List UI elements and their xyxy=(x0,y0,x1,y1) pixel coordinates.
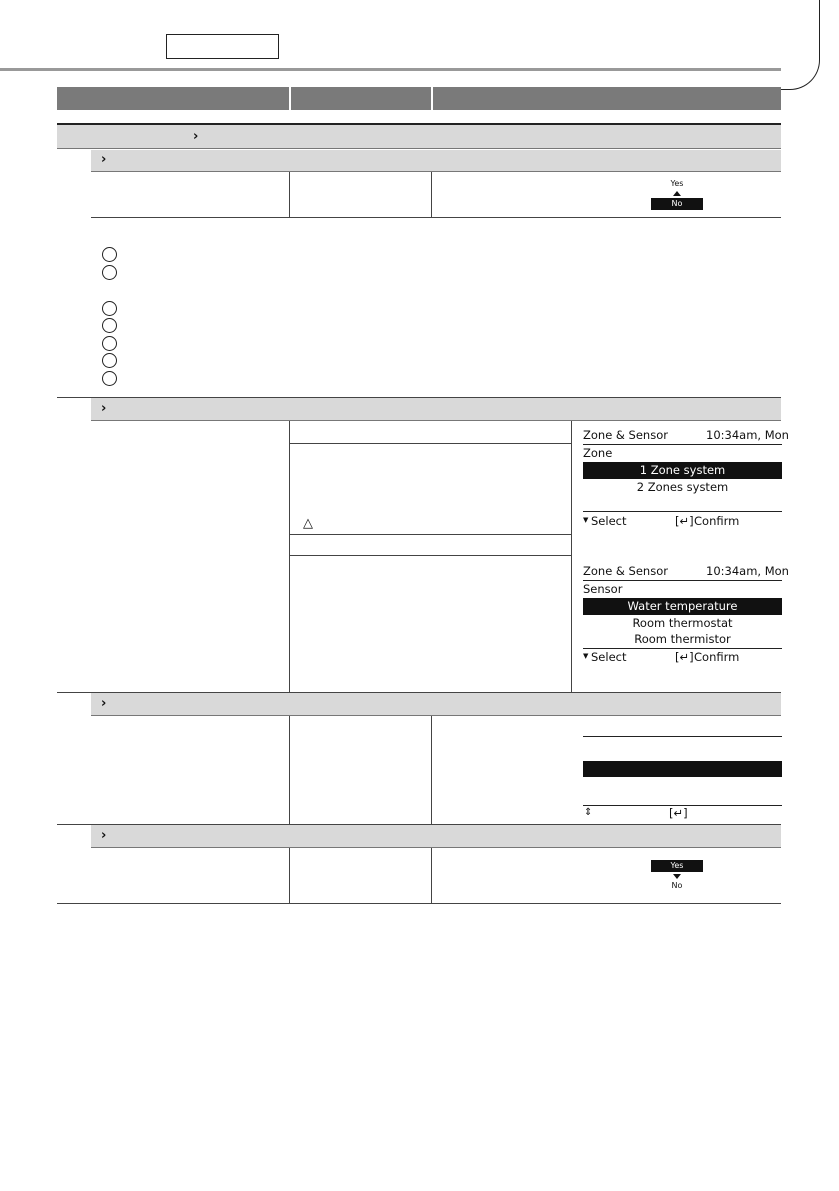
zs-zone-head-rule xyxy=(289,443,571,444)
subsection-1-chevron-icon: › xyxy=(101,152,107,167)
zone-screen-footer-rule xyxy=(583,511,782,512)
sensor-screen-subtitle: Sensor xyxy=(583,582,623,596)
sensor-screen-header-rule xyxy=(583,580,782,581)
activation-screen xyxy=(651,179,703,213)
zs-divider-2 xyxy=(571,421,572,693)
zone-enter-key-icon: [↵] xyxy=(675,514,694,528)
zone-footer-confirm: Confirm xyxy=(694,514,740,528)
row1-divider-1 xyxy=(289,172,290,218)
sensor-option-2: Room thermostat xyxy=(632,616,733,630)
header-divider xyxy=(0,68,781,71)
table-header-divider-1 xyxy=(289,87,291,110)
zone-footer-select: Select xyxy=(591,514,627,528)
zs-zone-bottom-rule xyxy=(289,534,571,535)
zs-sensor-head-rule xyxy=(289,555,571,556)
zone-screen-header-right: 10:34am, Mon xyxy=(706,428,789,442)
subsection-4-chevron-icon: › xyxy=(101,828,107,843)
section-bar-main xyxy=(57,125,781,149)
sensor-down-arrow-icon: ▼ xyxy=(583,652,589,660)
step-3-circle xyxy=(102,301,117,316)
step-2-circle xyxy=(102,265,117,280)
sensor-screen-header-right: 10:34am, Mon xyxy=(706,564,789,578)
page-edge-arc xyxy=(760,0,820,90)
setting-value-selected xyxy=(583,761,782,777)
step-6-circle xyxy=(102,353,117,368)
sensor-enter-key-icon: [↵] xyxy=(675,650,694,664)
zs-divider-1 xyxy=(289,421,290,693)
zone-down-arrow-icon: ▼ xyxy=(583,516,589,524)
step-5-circle xyxy=(102,336,117,351)
subsection-bar-3 xyxy=(91,693,781,716)
row1-bottom-rule xyxy=(91,217,781,218)
subsection-bar-1 xyxy=(91,150,781,172)
confirm-yes-selected: Yes xyxy=(651,860,703,872)
row4-divider-1 xyxy=(289,848,290,903)
sensor-option-3: Room thermistor xyxy=(634,632,731,646)
zone-option-2: 2 Zones system xyxy=(636,480,729,494)
zone-screen-header-rule xyxy=(583,444,782,445)
activation-up-arrow-icon xyxy=(673,191,681,196)
subsection-bar-4 xyxy=(91,825,781,848)
sensor-screen-footer-rule xyxy=(583,648,782,649)
setting-enter-key-icon: [↵] xyxy=(669,806,688,820)
table-header-bar xyxy=(57,87,781,110)
warning-triangle-icon: △ xyxy=(303,516,313,531)
zone-option-selected: 1 Zone system xyxy=(583,462,782,479)
subsection-bar-2 xyxy=(91,398,781,421)
sensor-option-selected: Water temperature xyxy=(583,598,782,615)
row3-divider-1 xyxy=(289,716,290,824)
confirm-down-arrow-icon xyxy=(673,874,681,879)
table-header-divider-2 xyxy=(431,87,433,110)
step-4-circle xyxy=(102,318,117,333)
table-bottom-rule xyxy=(57,903,781,904)
setting-up-down-arrow-icon: ⇕ xyxy=(584,807,593,818)
activation-yes-label: Yes xyxy=(670,179,684,188)
subsection-3-chevron-icon: › xyxy=(101,696,107,711)
confirm-screen xyxy=(651,860,703,894)
setting-screen-header-rule xyxy=(583,736,782,737)
section-chevron-icon: › xyxy=(193,129,199,144)
confirm-no-label: No xyxy=(671,881,683,890)
zone-screen-subtitle: Zone xyxy=(583,446,613,460)
subsection-2-chevron-icon: › xyxy=(101,401,107,416)
activation-no-selected: No xyxy=(651,198,703,210)
row1-divider-2 xyxy=(431,172,432,218)
sensor-footer-confirm: Confirm xyxy=(694,650,740,664)
sensor-screen-header-left: Zone & Sensor xyxy=(583,564,668,578)
step-7-circle xyxy=(102,371,117,386)
row4-divider-2 xyxy=(431,848,432,903)
row3-divider-2 xyxy=(431,716,432,824)
zone-screen-header-left: Zone & Sensor xyxy=(583,428,668,442)
step-1-circle xyxy=(102,247,117,262)
header-tab-box xyxy=(166,34,279,59)
sensor-footer-select: Select xyxy=(591,650,627,664)
